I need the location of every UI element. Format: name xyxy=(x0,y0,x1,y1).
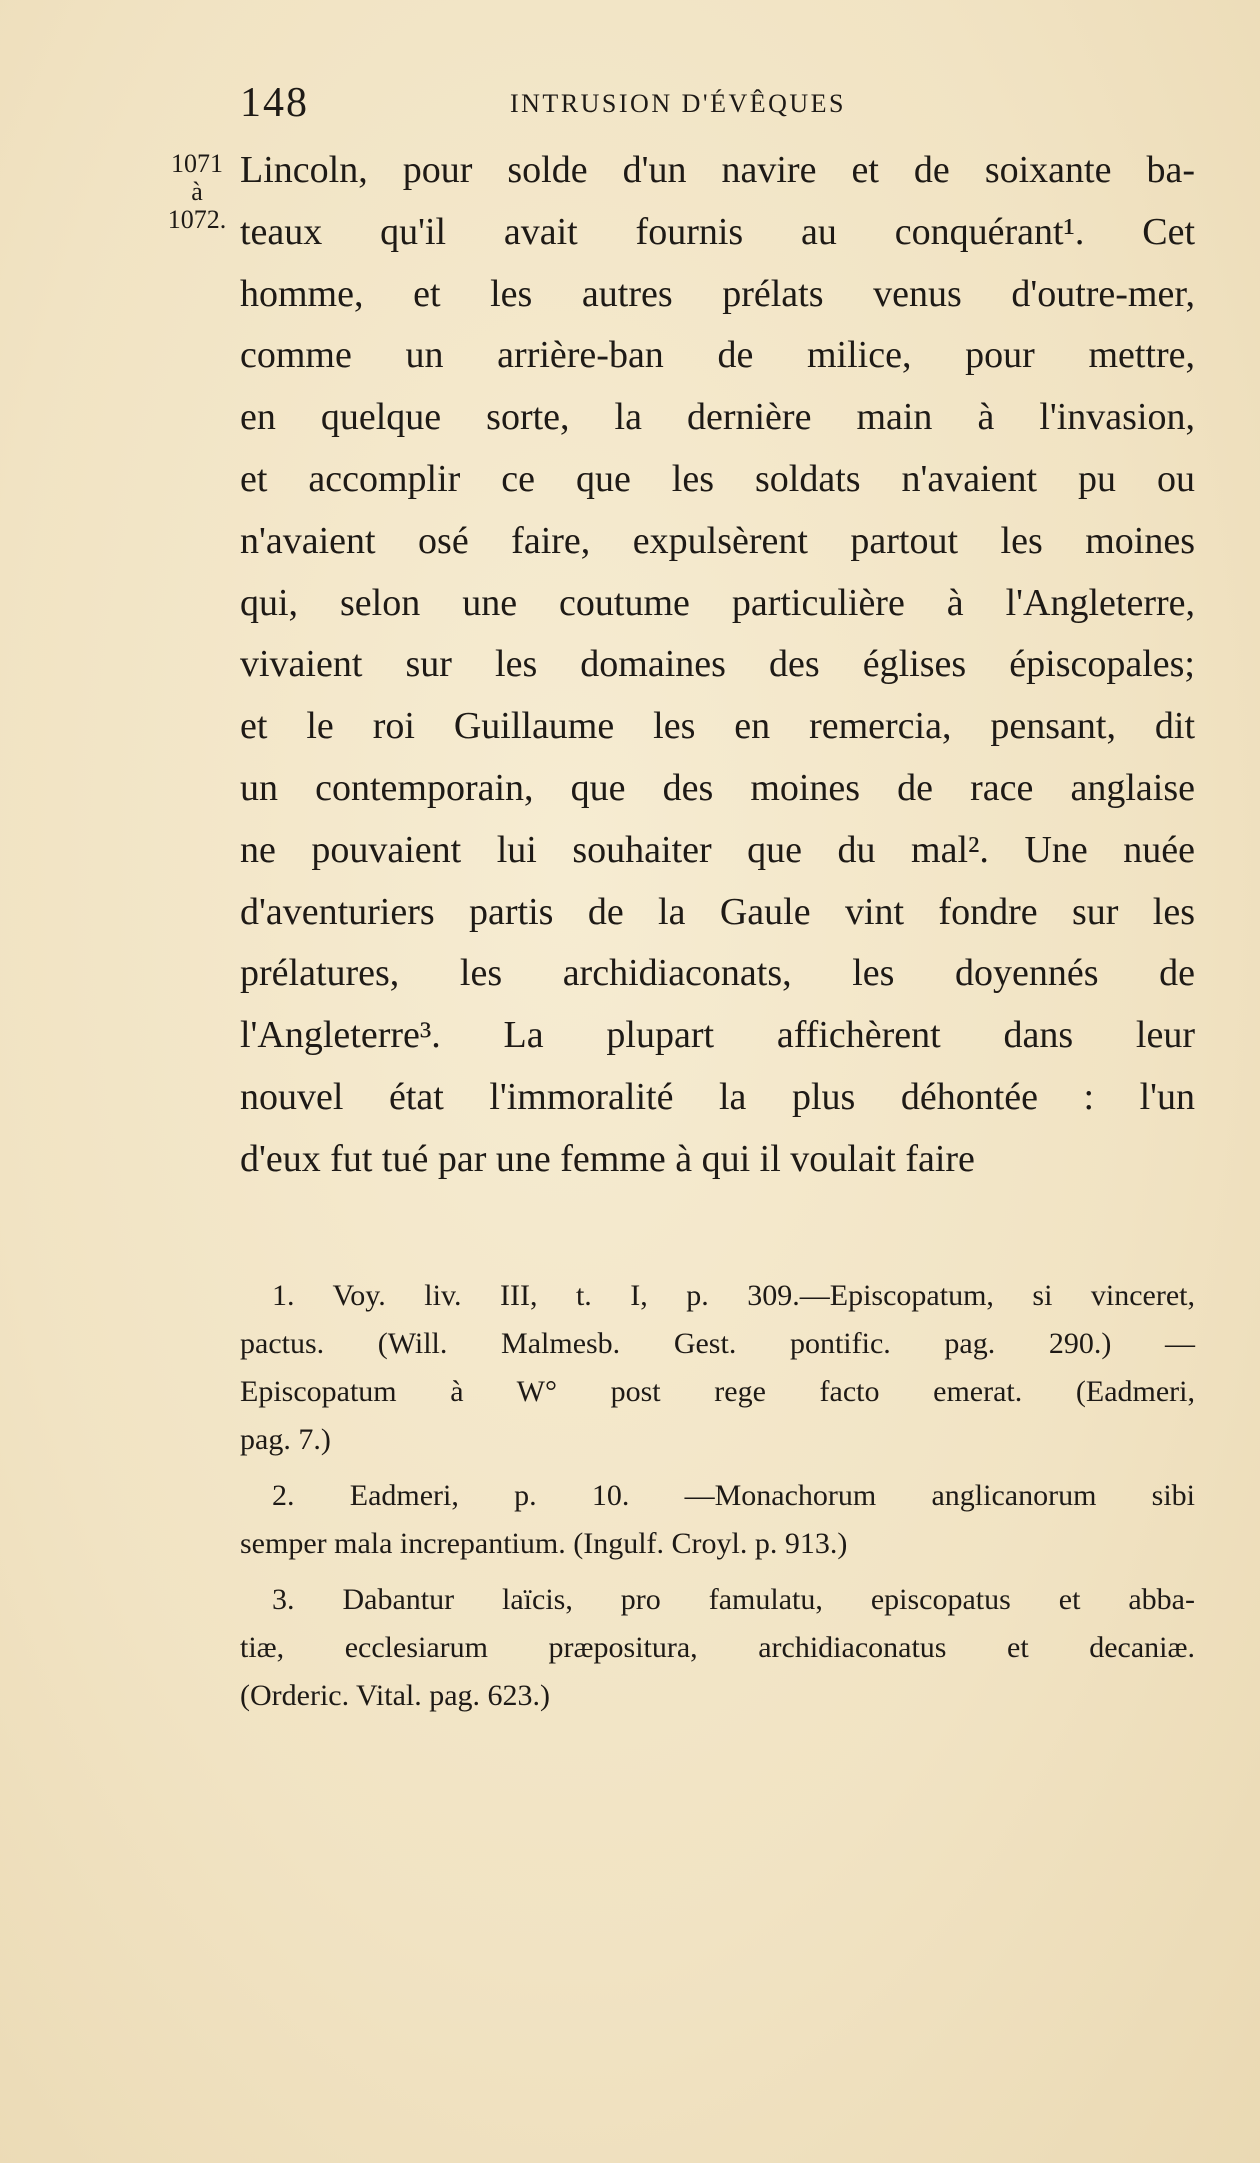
body-line: et accomplir ce que les soldats n'avaient pu ou xyxy=(240,457,1195,500)
footnote-line: (Orderic. Vital. pag. 623.) xyxy=(240,1679,551,1712)
margin-date xyxy=(152,150,242,234)
body-line: Lincoln, pour solde d'un navire et de soixante ba- xyxy=(240,149,1195,191)
body-line: ne pouvaient lui souhaiter que du mal². Une nuée xyxy=(240,828,1195,871)
page-header xyxy=(240,78,1220,128)
body-line: d'eux fut tué par une femme à qui il voulait faire xyxy=(240,1137,975,1180)
footnote-line: tiæ, ecclesiarum præpositura, archidiaconatus et decaniæ. xyxy=(240,1631,1195,1664)
footnotes xyxy=(240,1272,1195,1728)
footnote-line: Episcopatum à W° post rege facto emerat. (Eadmeri, xyxy=(240,1375,1195,1408)
body-line: et le roi Guillaume les en remercia, pensant, dit xyxy=(240,705,1195,748)
body-line: comme un arrière-ban de milice, pour mettre, xyxy=(240,334,1195,377)
body-line: en quelque sorte, la dernière main à l'invasion, xyxy=(240,396,1195,439)
body-line: homme, et les autres prélats venus d'outre-mer, xyxy=(240,272,1195,315)
body-line: nouvel état l'immoralité la plus déhontée : l'un xyxy=(240,1075,1195,1118)
body-line: prélatures, les archidiaconats, les doyennés de xyxy=(240,952,1195,995)
running-title: INTRUSION D'ÉVÊQUES xyxy=(510,89,847,118)
footnote-line: pag. 7.) xyxy=(240,1423,331,1456)
body-line: un contemporain, que des moines de race anglaise xyxy=(240,766,1195,809)
body-text xyxy=(240,140,1195,1191)
body-line: d'aventuriers partis de la Gaule vint fondre sur les xyxy=(240,890,1195,933)
footnote-line: 3. Dabantur laïcis, pro famulatu, episcopatus et abba- xyxy=(272,1583,1195,1616)
body-line: vivaient sur les domaines des églises épiscopales; xyxy=(240,643,1195,686)
footnote-3 xyxy=(240,1576,1195,1720)
margin-date-sep: à xyxy=(191,177,203,206)
page-number: 148 xyxy=(240,80,309,126)
margin-date-start: 1071 xyxy=(171,149,223,178)
body-line: n'avaient osé faire, expulsèrent partout les moines xyxy=(240,519,1195,562)
body-line: teaux qu'il avait fournis au conquérant¹. Cet xyxy=(240,210,1195,253)
footnote-2 xyxy=(240,1472,1195,1568)
footnote-line: 1. Voy. liv. III, t. I, p. 309.—Episcopatum, si vinceret, xyxy=(272,1279,1195,1312)
footnote-line: 2. Eadmeri, p. 10. —Monachorum anglicanorum sibi xyxy=(272,1479,1195,1512)
footnote-line: pactus. (Will. Malmesb. Gest. pontific. pag. 290.) — xyxy=(240,1327,1195,1360)
body-line: l'Angleterre³. La plupart affichèrent dans leur xyxy=(240,1014,1195,1057)
footnote-1 xyxy=(240,1272,1195,1464)
footnote-line: semper mala increpantium. (Ingulf. Croyl. p. 913.) xyxy=(240,1527,848,1560)
margin-date-end: 1072. xyxy=(167,205,227,234)
body-line: qui, selon une coutume particulière à l'Angleterre, xyxy=(240,581,1195,624)
